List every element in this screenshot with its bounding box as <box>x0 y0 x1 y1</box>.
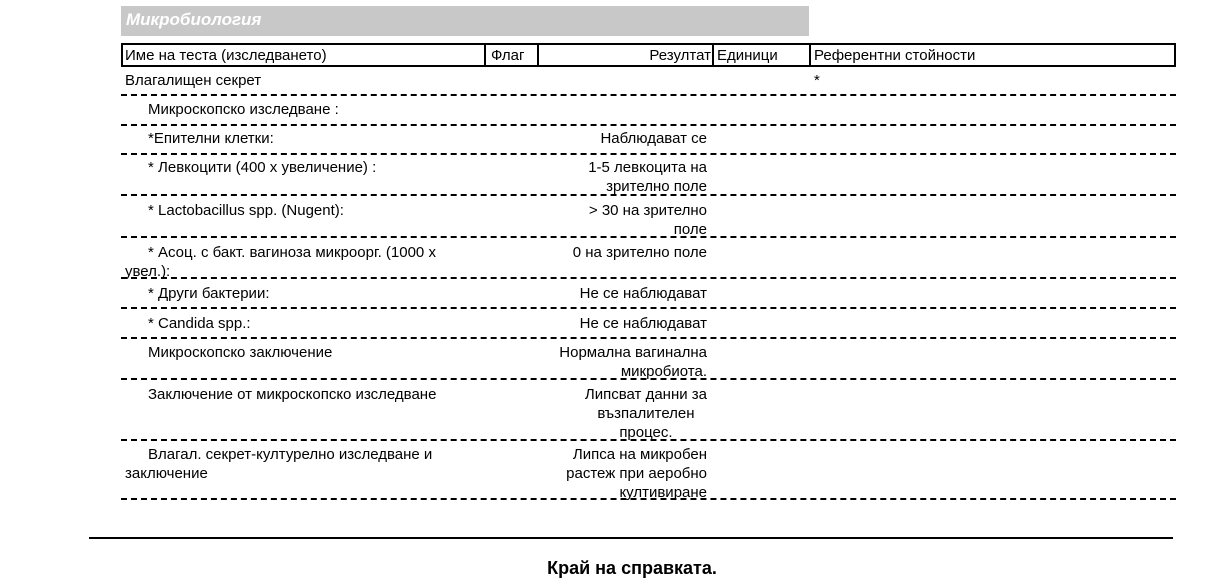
test-result: Не се наблюдават <box>579 315 707 332</box>
column-divider <box>809 45 811 65</box>
test-result: Липсват данни за възпалителен процес. <box>584 386 707 441</box>
test-name: *Епителни клетки: <box>148 130 274 147</box>
row-divider <box>121 378 1176 380</box>
test-result: Не се наблюдават <box>579 285 707 302</box>
test-name: Заключение от микроскопско изследване <box>148 386 437 403</box>
test-name: Микроскопско изследване : <box>148 101 339 118</box>
end-of-report-text: Край на справката. <box>547 558 717 578</box>
test-result: Нормална вагинална микробиота. <box>559 344 707 380</box>
test-name: * Други бактерии: <box>148 285 270 302</box>
row-divider <box>121 307 1176 309</box>
row-divider <box>121 153 1176 155</box>
row-divider <box>121 439 1176 441</box>
column-divider <box>712 45 714 65</box>
section-title: Микробиология <box>126 10 262 29</box>
test-result: > 30 на зрително поле <box>588 202 707 238</box>
footer-rule <box>89 537 1173 539</box>
header-test-name: Име на теста (изследването) <box>125 47 327 64</box>
test-result: 1-5 левкоцита на зрително поле <box>588 159 707 195</box>
test-name: * Асоц. с бакт. вагиноза микроорг. (1000 х увел.): <box>125 244 436 280</box>
row-divider <box>121 498 1176 500</box>
header-result: Резултат <box>649 47 711 64</box>
row-divider <box>121 277 1176 279</box>
row-divider <box>121 236 1176 238</box>
test-name: * Левкоцити (400 х увеличение) : <box>148 159 377 176</box>
test-result: 0 на зрително поле <box>572 244 707 261</box>
row-divider <box>121 194 1176 196</box>
test-name: Микроскопско заключение <box>148 344 333 361</box>
section-header-band <box>121 6 809 36</box>
header-reference: Референтни стойности <box>814 47 976 64</box>
header-units: Единици <box>717 47 778 64</box>
row-divider <box>121 124 1176 126</box>
row-divider <box>121 94 1176 96</box>
specimen-reference: * <box>814 72 820 89</box>
specimen-name: Влагалищен секрет <box>125 72 262 89</box>
test-name: Влагал. секрет-културелно изследване и заключение <box>125 446 433 482</box>
table-header-row <box>121 43 1176 67</box>
test-name: * Lactobacillus spp. (Nugent): <box>148 202 344 219</box>
test-name: * Candida spp.: <box>148 315 251 332</box>
test-result: Наблюдават се <box>600 130 707 147</box>
column-divider <box>484 45 486 65</box>
test-result: Липса на микробен растеж при аеробно култивиране <box>566 446 707 501</box>
header-flag: Флаг <box>491 47 525 64</box>
row-divider <box>121 337 1176 339</box>
